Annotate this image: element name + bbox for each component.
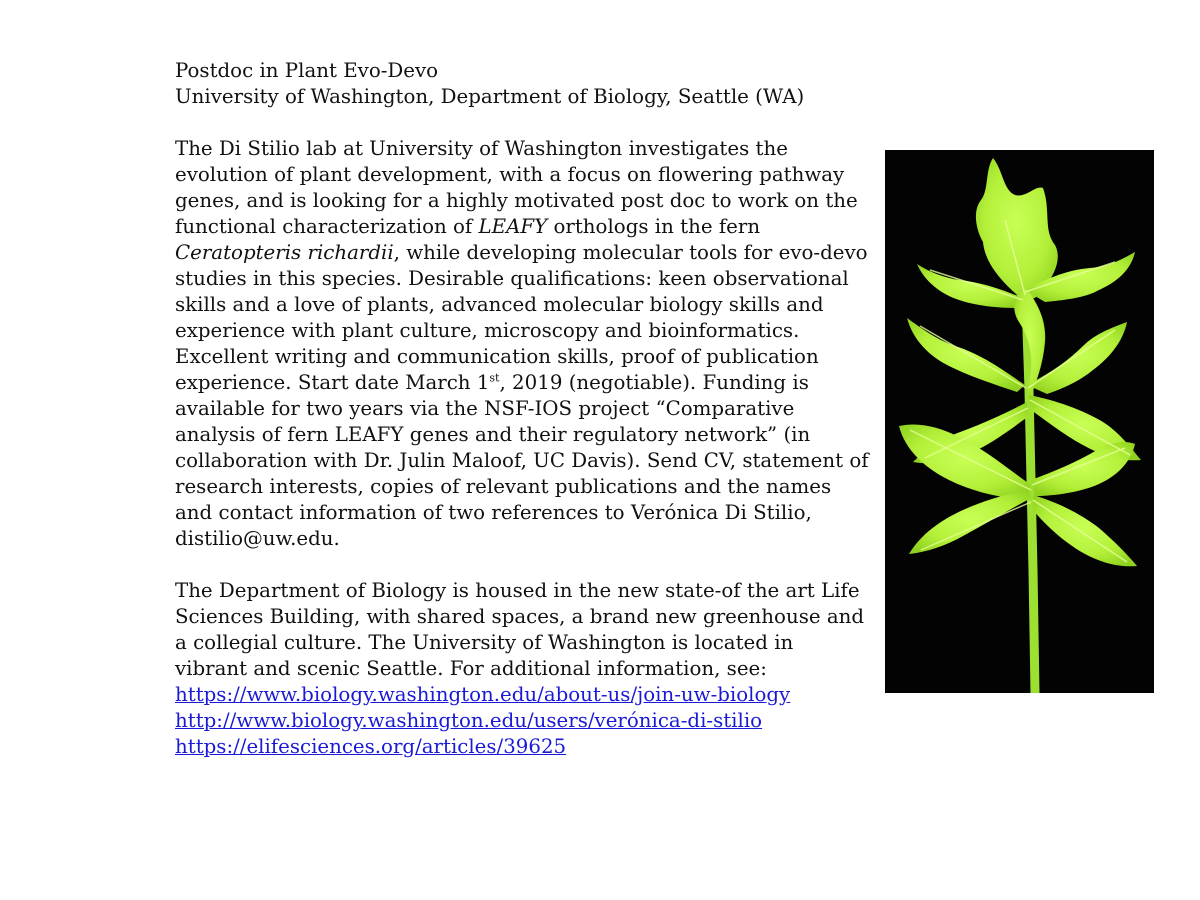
link-elife-article[interactable]: https://elifesciences.org/articles/39625: [175, 735, 567, 758]
text-line: available for two years via the NSF-IOS project “Comparative: [175, 397, 795, 420]
text-line: The Department of Biology is housed in the new state-of the art Life: [175, 579, 860, 602]
text-line: a collegial culture. The University of Washington is located in: [175, 631, 794, 654]
text-line: [175, 214, 875, 240]
species-name: Ceratopteris richardii: [175, 241, 394, 264]
text-line: experience with plant culture, microscopy and bioinformatics.: [175, 319, 800, 342]
text-line: vibrant and scenic Seattle. For additional information, see:: [175, 657, 767, 680]
text-line: research interests, copies of relevant publications and the names: [175, 475, 832, 498]
text-line: The Di Stilio lab at University of Washington investigates the: [175, 137, 788, 160]
text-fragment: , while developing molecular tools for evo-devo: [393, 241, 868, 264]
text-fragment: orthologs in the fern: [547, 215, 761, 238]
text-line: [175, 370, 875, 396]
text-fragment: experience. Start date March 1: [175, 371, 490, 394]
posting-title: Postdoc in Plant Evo-Devo: [175, 59, 439, 82]
text-line: collaboration with Dr. Julin Maloof, UC Davis). Send CV, statement of: [175, 449, 869, 472]
text-line: studies in this species. Desirable qualifications: keen observational: [175, 267, 849, 290]
gene-name: LEAFY: [478, 215, 548, 238]
department-paragraph: [175, 578, 875, 760]
text-line: analysis of fern LEAFY genes and their regulatory network” (in: [175, 423, 811, 446]
fern-leaf-photo: [885, 150, 1154, 693]
text-fragment: functional characterization of: [175, 215, 479, 238]
job-posting: [175, 58, 875, 760]
text-line: evolution of plant development, with a focus on flowering pathway: [175, 163, 845, 186]
text-line: Excellent writing and communication skills, proof of publication: [175, 345, 819, 368]
contact-email: distilio@uw.edu.: [175, 527, 340, 550]
ordinal-suffix: st: [489, 371, 500, 385]
description-paragraph: [175, 136, 875, 552]
institution-line: University of Washington, Department of Biology, Seattle (WA): [175, 85, 805, 108]
text-line: skills and a love of plants, advanced molecular biology skills and: [175, 293, 824, 316]
text-line: genes, and is looking for a highly motivated post doc to work on the: [175, 189, 858, 212]
fern-leaf-icon: [885, 150, 1154, 693]
text-fragment: , 2019 (negotiable). Funding is: [499, 371, 809, 394]
link-di-stilio-profile[interactable]: http://www.biology.washington.edu/users/verónica-di-stilio: [175, 709, 763, 732]
link-join-uw-biology[interactable]: https://www.biology.washington.edu/about-us/join-uw-biology: [175, 683, 791, 706]
text-line: and contact information of two references to Verónica Di Stilio,: [175, 501, 812, 524]
text-line: Sciences Building, with shared spaces, a brand new greenhouse and: [175, 605, 865, 628]
header: [175, 58, 875, 110]
text-line: [175, 240, 875, 266]
